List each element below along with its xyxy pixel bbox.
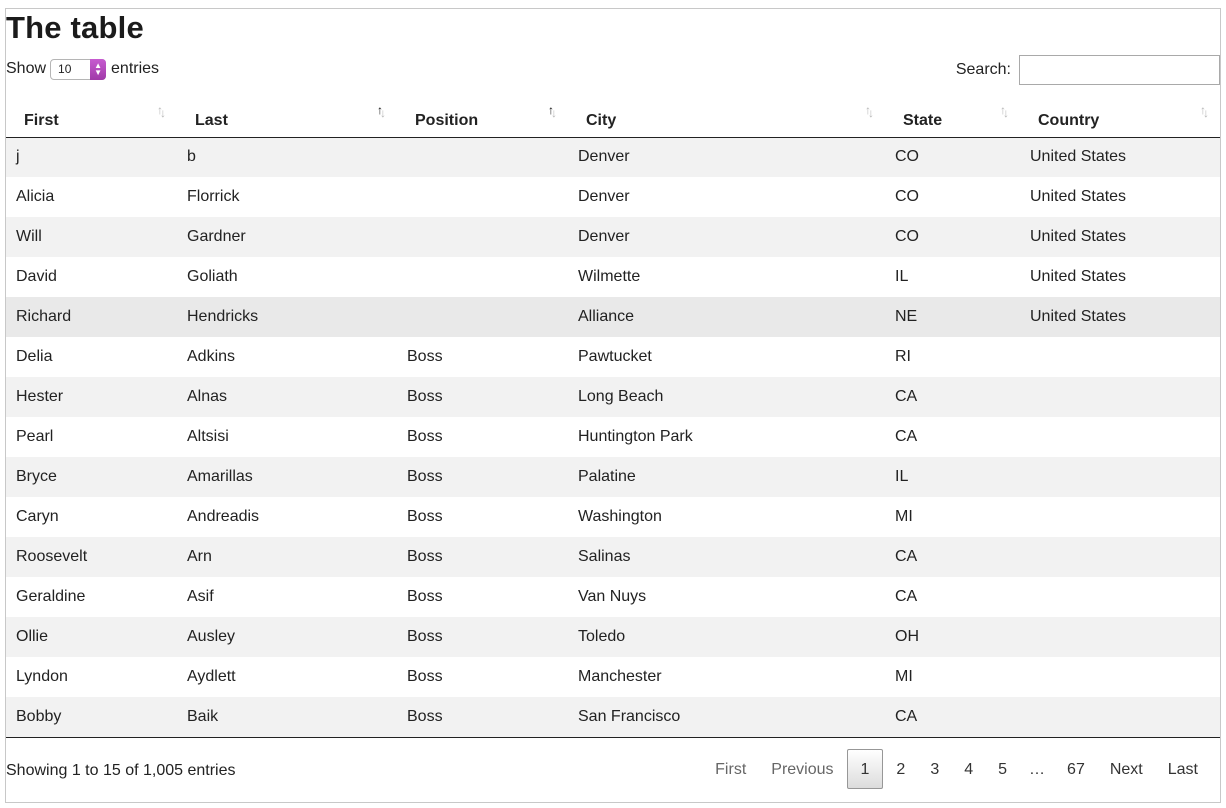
cell-country: United States — [1030, 268, 1127, 285]
sort-icon: ↑↓ — [1200, 103, 1206, 120]
cell-position: Boss — [407, 428, 443, 445]
header-row — [6, 95, 1220, 137]
cell-last: Altsisi — [187, 428, 229, 445]
cell-country — [1020, 497, 1220, 537]
cell-country — [1020, 617, 1220, 657]
cell-position: Boss — [407, 668, 443, 685]
page-length-value: 10 — [58, 61, 72, 76]
cell-first: Richard — [6, 297, 177, 337]
cell-position: Boss — [407, 588, 443, 605]
cell-country: United States — [1020, 217, 1220, 257]
cell-state: IL — [895, 268, 909, 285]
column-header-state[interactable]: State ↑↓ — [885, 95, 1020, 137]
cell-country — [1020, 577, 1220, 617]
cell-country: United States — [1030, 188, 1127, 205]
cell-state: CO — [895, 188, 919, 205]
cell-state: CO — [885, 137, 1020, 177]
cell-city: Van Nuys — [578, 588, 647, 605]
cell-last: Arn — [177, 537, 397, 577]
page-button-67[interactable]: 67 — [1067, 761, 1085, 778]
sort-icon: ↑↓ — [865, 103, 871, 120]
cell-last: Ausley — [177, 617, 397, 657]
cell-last: Goliath — [187, 268, 238, 285]
cell-city: Alliance — [568, 297, 885, 337]
cell-last: Andreadis — [187, 508, 260, 525]
sort-asc-icon: ↑↓ — [548, 103, 554, 120]
cell-city: Huntington Park — [578, 428, 693, 445]
cell-position: Boss — [397, 617, 568, 657]
cell-first: Delia — [16, 348, 53, 365]
cell-country — [1020, 457, 1220, 497]
page-length-select[interactable] — [50, 59, 106, 80]
cell-position — [397, 137, 568, 177]
page-title: The table — [6, 10, 144, 45]
cell-state: MI — [895, 668, 913, 685]
cell-state: RI — [895, 348, 911, 365]
cell-state: CA — [885, 697, 1020, 737]
table-row — [6, 257, 1220, 297]
cell-first: Lyndon — [16, 668, 68, 685]
page-button-4[interactable]: 4 — [964, 761, 974, 778]
cell-city: Wilmette — [578, 268, 641, 285]
show-label: Show — [6, 60, 47, 77]
cell-city: Denver — [578, 188, 630, 205]
cell-position: Boss — [397, 457, 568, 497]
cell-city: Salinas — [568, 537, 885, 577]
cell-last: b — [177, 137, 397, 177]
cell-state: CA — [885, 377, 1020, 417]
cell-last: Florrick — [187, 188, 240, 205]
cell-country — [1020, 337, 1220, 377]
cell-city: Manchester — [578, 668, 662, 685]
first-page-button[interactable]: First — [715, 761, 747, 778]
table-info: Showing 1 to 15 of 1,005 entries — [6, 762, 236, 779]
page-length-control — [6, 58, 159, 80]
cell-country — [1020, 417, 1220, 457]
cell-first: Ollie — [6, 617, 177, 657]
cell-first: j — [6, 137, 177, 177]
cell-first: Bryce — [6, 457, 177, 497]
column-header-country[interactable]: Country ↑↓ — [1020, 95, 1220, 137]
sort-icon: ↑↓ — [1000, 103, 1006, 120]
page-button-3[interactable]: 3 — [930, 761, 940, 778]
cell-last: Baik — [177, 697, 397, 737]
table-row — [6, 337, 1220, 377]
cell-last: Amarillas — [177, 457, 397, 497]
cell-state: CA — [895, 588, 918, 605]
table-row — [6, 497, 1220, 537]
cell-country — [1020, 537, 1220, 577]
cell-state: NE — [885, 297, 1020, 337]
table-row — [6, 377, 1220, 417]
cell-position — [397, 177, 568, 217]
cell-first: Pearl — [16, 428, 54, 445]
cell-state: OH — [885, 617, 1020, 657]
cell-position — [397, 257, 568, 297]
previous-page-button[interactable]: Previous — [771, 761, 834, 778]
search-input[interactable] — [1019, 55, 1220, 85]
table-row — [6, 697, 1220, 737]
column-header-last[interactable]: Last ↑↓ — [177, 95, 397, 137]
cell-city: San Francisco — [568, 697, 885, 737]
column-header-position[interactable]: Position ↑↓ — [397, 95, 568, 137]
column-header-city[interactable]: City ↑↓ — [568, 95, 885, 137]
cell-state: MI — [895, 508, 913, 525]
page-button-5[interactable]: 5 — [998, 761, 1008, 778]
cell-position — [397, 297, 568, 337]
pagination-ellipsis: … — [1029, 761, 1046, 778]
cell-last: Gardner — [177, 217, 397, 257]
table-row — [6, 137, 1220, 177]
cell-position — [397, 217, 568, 257]
cell-first: Alicia — [16, 188, 55, 205]
cell-last: Asif — [187, 588, 214, 605]
cell-first: Hester — [6, 377, 177, 417]
cell-city: Palatine — [568, 457, 885, 497]
cell-country — [1020, 697, 1220, 737]
cell-first: Bobby — [6, 697, 177, 737]
data-table — [6, 95, 1220, 738]
cell-first: Caryn — [16, 508, 59, 525]
cell-state: CO — [885, 217, 1020, 257]
cell-state: CA — [895, 428, 918, 445]
table-row — [6, 457, 1220, 497]
cell-position: Boss — [407, 508, 443, 525]
next-page-button[interactable]: Next — [1109, 761, 1143, 778]
cell-city: Denver — [568, 137, 885, 177]
cell-last: Hendricks — [177, 297, 397, 337]
select-updown-icon: ▲ ▼ — [90, 59, 106, 80]
column-header-first[interactable]: First ↑↓ — [6, 95, 177, 137]
cell-city: Pawtucket — [578, 348, 652, 365]
cell-state: CA — [885, 537, 1020, 577]
cell-last: Adkins — [187, 348, 236, 365]
cell-city: Long Beach — [568, 377, 885, 417]
cell-state: IL — [885, 457, 1020, 497]
search-control — [956, 55, 1220, 85]
cell-last: Aydlett — [187, 668, 236, 685]
cell-last: Alnas — [177, 377, 397, 417]
cell-position: Boss — [397, 537, 568, 577]
table-row — [6, 417, 1220, 457]
page-button-1[interactable]: 1 — [847, 749, 884, 789]
last-page-button[interactable]: Last — [1167, 761, 1198, 778]
sort-icon: ↑↓ — [157, 103, 163, 120]
entries-label: entries — [111, 60, 160, 77]
cell-position: Boss — [407, 348, 443, 365]
table-row — [6, 657, 1220, 697]
pagination — [702, 749, 1210, 789]
table-row — [6, 537, 1220, 577]
page-button-2[interactable]: 2 — [896, 761, 906, 778]
cell-first: Roosevelt — [6, 537, 177, 577]
table-row — [6, 297, 1220, 337]
cell-city: Toledo — [568, 617, 885, 657]
cell-country: United States — [1020, 297, 1220, 337]
cell-position: Boss — [397, 697, 568, 737]
cell-country — [1020, 657, 1220, 697]
table-row — [6, 217, 1220, 257]
sort-asc-icon: ↑↓ — [377, 103, 383, 120]
search-label: Search: — [955, 61, 1011, 78]
cell-first: David — [16, 268, 57, 285]
cell-country: United States — [1020, 137, 1220, 177]
table-row — [6, 577, 1220, 617]
cell-city: Washington — [578, 508, 662, 525]
table-row — [6, 617, 1220, 657]
cell-first: Geraldine — [16, 588, 86, 605]
cell-first: Will — [6, 217, 177, 257]
cell-city: Denver — [568, 217, 885, 257]
cell-position: Boss — [397, 377, 568, 417]
table-row — [6, 177, 1220, 217]
cell-country — [1020, 377, 1220, 417]
